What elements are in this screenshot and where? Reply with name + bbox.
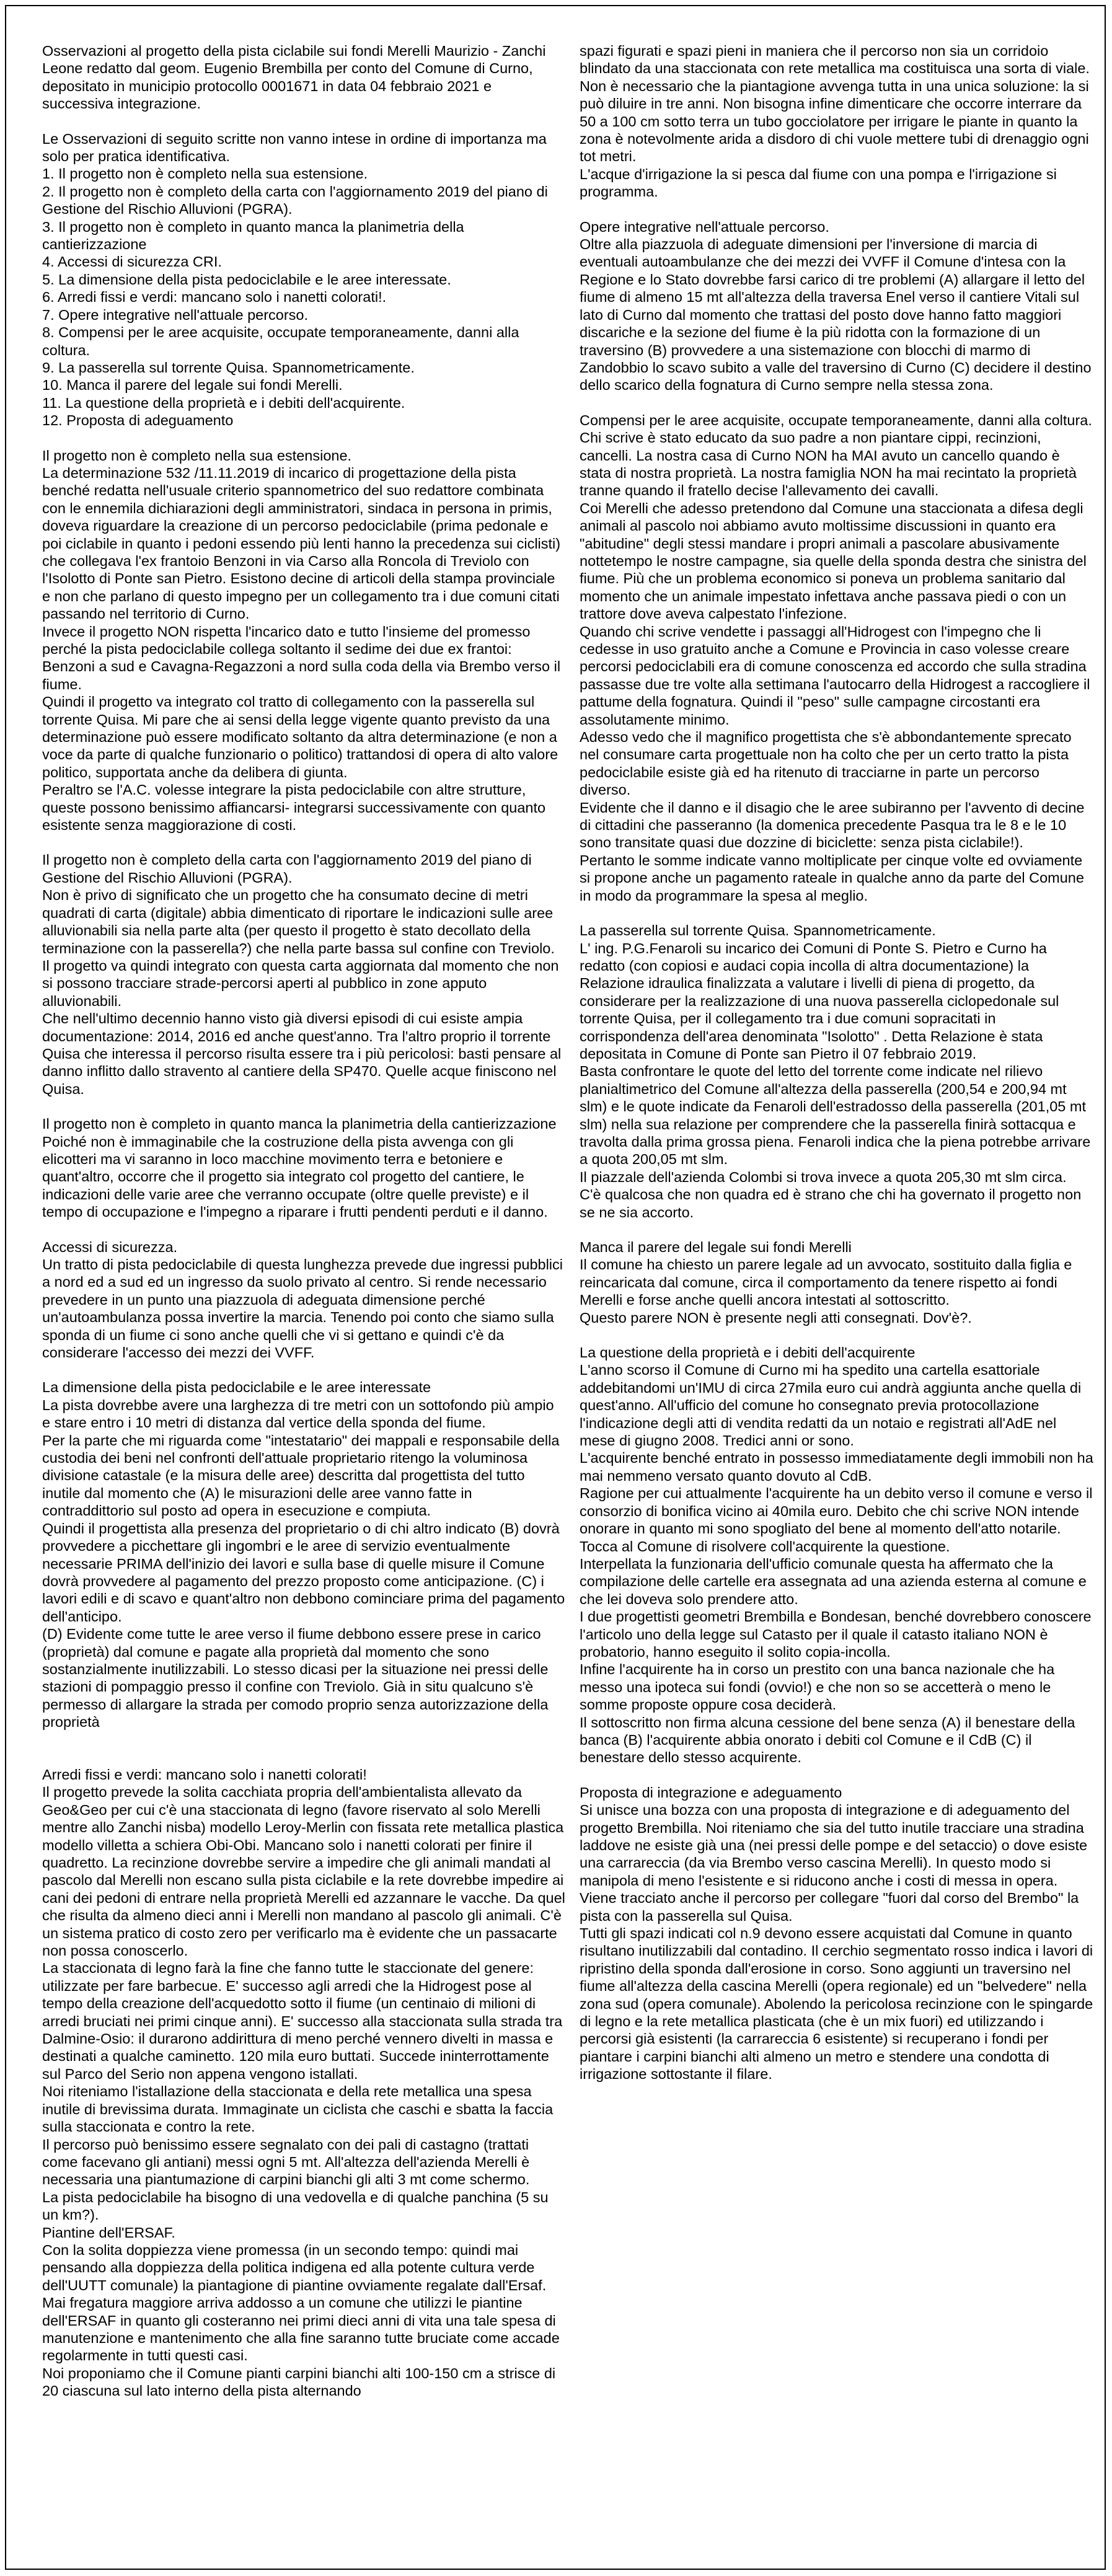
section-pgra-map: Il progetto non è completo della carta con l'aggiornamento 2019 del piano di Gestione del Rischio Alluvioni (PGRA). Non è privo di significato che un progetto che ha consumato decine di metri quadrati di carta (digitale) abbia dimenticato di riportare le indicazioni sulle aree alluvionabili sia nella parte alta (per questo il progetto è stato decollato della terminazione con la passerella?) che nella parte bassa sul confine con Treviolo. Il progetto va quindi integrato con questa carta aggiornata dal momento che non si possono tracciare strade-percorsi aperti al pubblico in zone apputo alluvionabili. Che nell'ultimo decennio hanno visto già diversi episodi di cui esiste ampia documentazione: 2014, 2016 ed anche quest'anno. Tra l'altro proprio il torrente Quisa che interessa il percorso risulta essere tra i più pericolosi: basti pensare al danno inflitto dallo stravento al cantiere della SP470. Quelle acque finiscono nel Quisa. xyxy=(42,852,562,1097)
right-column xyxy=(580,42,1094,2101)
section-property-debts: La questione della proprietà e i debiti dell'acquirente L'anno scorso il Comune di Curno mi ha spedito una cartella esattoriale addebitandomi un'IMU di circa 27mila euro cui andrà aggiunta anche quella di quest'anno. All'ufficio del comune ho consegnato previa protocollazione l'indicazione degli atti di vendita redatti da un notaio e registrati all'AdE nel mese di giugno 2008. Tredici anni or sono. L'acquirente benché entrato in possesso immediatamente degli immobili non ha mai nemmeno versato quanto dovuto al CdB. Ragione per cui attualmente l'acquirente ha un debito verso il comune e verso il consorzio di bonifica vicino ai 40mila euro. Debito che chi scrive NON intende onorare in quanto mi sono spogliato del bene al momento dell'atto notarile. Tocca al Comune di risolvere coll'acquirente la questione. Interpellata la funzionaria dell'ufficio comunale questa ha affermato che la compilazione delle cartelle era assegnata ad una azienda esterna al comune e che lei doveva solo prendere atto. I due progettisti geometri Brembilla e Bondesan, benché dovrebbero conoscere l'articolo uno della legge sul Catasto per il quale il catasto italiano NON è probatorio, hanno eseguito il solito copia-incolla. Infine l'acquirente ha in corso un prestito con una banca nazionale che ha messo una ipoteca sui fondi (ovvio!) e che non so se accetterà o meno le somme proposte oppure cosa deciderà. Il sottoscritto non firma alcuna cessione del bene senza (A) il benestare della banca (B) l'acquirente abbia onorato i debiti col Comune e il CdB (C) il benestare dello stesso acquirente. xyxy=(580,1344,1093,1766)
intro-paragraph: Osservazioni al progetto della pista ciclabile sui fondi Merelli Maurizio - Zanchi Leone redatto dal geom. Eugenio Brembilla per conto del Comune di Curno, depositato in municipio protocollo 0001671 in data 04 febbraio 2021 e successiva integrazione. xyxy=(42,43,546,112)
document-page xyxy=(5,5,1106,2570)
section-proposal: Proposta di integrazione e adeguamento Si unisce una bozza con una proposta di integrazione e di adeguamento del progetto Brembilla. Noi riteniamo che sia del tutto inutile tracciare una stradina laddove ne esiste già una (nei pressi delle pompe e del setaccio) o dove esiste una carrareccia (da via Brembo verso cascina Merelli). In questo modo si manipola di meno l'esistente e si riducono anche i costi di messa in opera. Viene tracciato anche il percorso per collegare "fuori dal corso del Brembo" la pista con la passerella sul Quisa. Tutti gli spazi indicati col n.9 devono essere acquistati dal Comune in quanto risultano inutilizzabili dal contadino. Il cerchio segmentato rosso indica i lavori di ripristino della sponda dall'erosione in corso. Sono aggiunti un traversino nel fiume all'altezza della cascina Merelli (opera regionale) ed un "belvedere" nella zona sud (opera comunale). Abolendo la pericolosa recinzione con le spingarde di legno e la rete metallica plasticata (che è un mix fuori) ed utilizzando i percorsi già esistenti (la carrareccia 6 esistente) si recuperano i fondi per piantare i carpini bianchi alti almeno un metro e stendere una condotta di irrigazione sottostante il filare. xyxy=(580,1784,1093,2083)
section-furnishings: Arredi fissi e verdi: mancano solo i nanetti colorati! Il progetto prevede la solita cacchiata propria dell'ambientalista allevato da Geo&Geo per cui c'è una staccionata di legno (favore riservato al solo Merelli mentre allo Zanchi nisba) modello Leroy-Merlin con fissata rete metallica plastica modello villetta a schiera Obi-Obi. Mancano solo i nanetti colorati per finire il quadretto. La recinzione dovrebbe servire a impedire che gli animali mandati al pascolo dal Merelli non escano sulla pista ciclabile e la rete dovrebbe impedire ai cani dei pedoni di entrare nella proprietà Merelli ed azzannare le vacche. Da quel che risulta da almeno dieci anni i Merelli non mandano al pascolo gli animali. C'è un sistema pratico di costo zero per verificarlo ma è evidente che un passacarte non possa conoscerlo. La staccionata di legno farà la fine che fanno tutte le staccionate del genere: utilizzate per fare barbecue. E' successo agli arredi che la Hidrogest pose al tempo della creazione dell'acquedotto sotto il fiume (un centinaio di milioni di arredi bruciati nei primi cinque anni). E' successo alla staccionata sulla strada tra Dalmine-Osio: il durarono addirittura di meno perché vennero divelti in massa e destinati a qualche caminetto. 120 mila euro buttati. Succede ininterrottamente sul Parco del Serio non appena vengono istallati. Noi riteniamo l'istallazione della staccionata e della rete metallica una spesa inutile di brevissima durata. Immaginate un ciclista che caschi e sbatta la faccia sulla staccionata e contro la rete. Il percorso può benissimo essere segnalato con dei pali di castagno (trattati come facevano gli antiani) messi ogni 5 mt. All'altezza dell'azienda Merelli è necessaria una piantumazione di carpini bianchi gli alti 3 mt come schermo. La pista pedociclabile ha bisogno di una vedovella e di qualche panchina (5 su un km?). Piantine dell'ERSAF. Con la solita doppiezza viene promessa (in un secondo tempo: quindi mai pensando alla doppiezza della politica indigena ed alla potente cultura verde dell'UUTT comunale) la piantagione di piantine ovviamente regalate dall'Ersaf. Mai fregatura maggiore arriva addosso a un comune che utilizzi le piantine dell'ERSAF in quanto gli costeranno nei primi dieci anni di vita una tale spesa di manutenzione e mantenimento che alla fine saranno tutte bruciate come accade regolarmente in tutti questi casi. Noi proponiamo che il Comune pianti carpini bianchi alti 100-150 cm a strisce di 20 ciascuna sul lato interno della pista alternando xyxy=(42,1766,565,2399)
section-extension: Il progetto non è completo nella sua estensione. La determinazione 532 /11.11.2019 di incarico di progettazione della pista benché redatta nell'usuale criterio spannometrico del suo redattore combinata con le ennemila dichiarazioni degli amministratori, sindaca in persona in primis, doveva riguardare la creazione di un percorso pedociclabile (prima pedonale e poi ciclabile in quanto i pedoni essendo più lenti hanno la precedenza sui ciclisti) che collegava l'ex frantoio Benzoni in via Carso alla Roncola di Treviolo con l'Isolotto di Ponte san Pietro. Esistono decine di articoli della stampa provinciale e non che parlano di questo impegno per un collegamento tra i due comuni citati passando nel territorio di Curno. Invece il progetto NON rispetta l'incarico dato e tutto l'insieme del promesso perché la pista pedociclabile collega soltanto il sedime dei due ex frantoi: Benzoni a sud e Cavagna-Regazzoni a nord sulla coda della via Brembo verso il fiume. Quindi il progetto va integrato col tratto di collegamento con la passerella sul torrente Quisa. Mi pare che ai sensi della legge vigente quanto previsto da una determinazione può essere modificato soltanto da altra determinazione (e non a voce da parte di qualche funzionario o politico) trattandosi di opera di alto valore politico, supportata anche da delibera di giunta. Peraltro se l'A.C. volesse integrare la pista pedociclabile con altre strutture, queste possono benissimo affiancarsi- integrarsi successivamente con quanto esistente senza maggiorazione di costi. xyxy=(42,447,561,834)
section-compensation: Compensi per le aree acquisite, occupate temporaneamente, danni alla coltura. Chi scrive è stato educato da suo padre a non piantare cippi, recinzioni, cancelli. La nostra casa di Curno NON ha MAI avuto un cancello quando è stata di nostra proprietà. La nostra famiglia NON ha mai recintato la proprietà tranne quando il fratello decise l'allevamento dei cavalli. Coi Merelli che adesso pretendono dal Comune una staccionata a difesa degli animali al pascolo noi abbiamo avuto moltissime discussioni in quanto era "abitudine" degli stessi mandare i propri animali a pascolare abusivamente nottetempo le nostre campagne, sia quelle della sponda destra che sinistra del fiume. Più che un problema economico si poneva un problema sanitario dal momento che un animale impestato infettava anche passava piedi o con un trattore dove aveva calpestato l'infezione. Quando chi scrive vendette i passaggi all'Hidrogest con l'impegno che li cedesse in uso gratuito anche a Comune e Provincia in caso volesse creare percorsi pedociclabili era di comune conoscenza ed accordo che sulla stradina passasse due tre volte alla settimana l'autocarro della Hidrogest a raccogliere il pattume della fognatura. Quindi il "peso" sulle campagne circostanti era assolutamente minimo. Adesso vedo che il magnifico progettista che s'è abbondantemente sprecato nel consumare carta progettuale non ha colto che per un certo tratto la pista pedociclabile esiste già ed ha ritenuto di tracciarne in parte un percorso diverso. Evidente che il danno e il disagio che le aree subiranno per l'avvento di decine di cittadini che passeranno (la domenica precedente Pasqua tra le 8 e le 10 sono transitate quasi due dozzine di biciclette: senza pista ciclabile!). Pertanto le somme indicate vanno moltiplicate per cinque volte ed ovviamente si propone anche un pagamento rateale in qualche anno da parte del Comune in modo da programmare la spesa al meglio. xyxy=(580,412,1092,904)
section-furnishings-continued: spazi figurati e spazi pieni in maniera che il percorso non sia un corridoio blindato da una staccionata con rete metallica ma costituisca una sorta di viale. Non è necessario che la piantagione avvenga tutta in una unica soluzione: la si può diluire in tre anni. Non bisogna infine dimenticare che occorre interrare da 50 a 100 cm sotto terra un tubo gocciolatore per irrigare le piante in quanto la zona è notevolmente arida a disdoro di chi vuole mettere tubi di drenaggio ogni tot metri. L'acque d'irrigazione la si pesca dal fiume con una pompa e l'irrigazione si programma. xyxy=(580,43,1090,200)
left-column xyxy=(42,42,566,2417)
section-integrative-works: Opere integrative nell'attuale percorso. Oltre alla piazzuola di adeguate dimensioni per l'inversione di marcia di eventuali autoambulanze che dei mezzi dei VVFF il Comune d'intesa con la Regione e lo Stato dovrebbe farsi carico di tre problemi (A) allargare il letto del fiume di almeno 15 mt all'altezza della traversa Enel verso il cantiere Vitali sul lato di Curno dal momento che trattasi del posto dove hanno fatto maggiori discariche e la sezione del fiume è la più ridotta con la formazione di un traversino (B) provvedere a una sistemazione con blocchi di marmo di Zandobbio lo scavo subito a valle del traversino di Curno (C) decidere il destino dello scarico della fognatura di Curno sempre nella stessa zona. xyxy=(580,218,1092,394)
section-quisa-bridge: La passerella sul torrente Quisa. Spannometricamente. L' ing. P.G.Fenaroli su incarico dei Comuni di Ponte S. Pietro e Curno ha redatto (con copiosi e audaci copia incolla di altra documentazione) la Relazione idraulica finalizzata a valutare i livelli di piena di progetto, da considerare per la realizzazione di una nuova passerella ciclopedonale sul torrente Quisa, per il collegamento tra i due comuni sopracitati in corrispondenza dell'area denominata "Isolotto" . Detta Relazione è stata depositata in Comune di Ponte san Pietro il 07 febbraio 2019. Basta confrontare le quote del letto del torrente come indicate nel rilievo planialtimetrico del Comune all'altezza della passerella (200,54 e 200,94 mt slm) e le quote indicate da Fenaroli dell'estradosso della passerella (201,05 mt slm) nella sua relazione per comprendere che la passerella finirà sottacqua e travolta dalla prima grossa piena. Fenaroli indica che la piena potrebbe arrivare a quota 200,05 mt slm. Il piazzale dell'azienda Colombi si trova invece a quota 205,30 mt slm circa. C'è qualcosa che non quadra ed è strano che chi ha governato il progetto non se ne sia accorto. xyxy=(580,922,1091,1220)
observations-list: Le Osservazioni di seguito scritte non vanno intese in ordine di importanza ma solo per pratica identificativa. 1. Il progetto non è completo nella sua estensione. 2. Il progetto non è completo della carta con l'aggiornamento 2019 del piano di Gestione del Rischio Alluvioni (PGRA). 3. Il progetto non è completo in quanto manca la planimetria della cantierizzazione 4. Accessi di sicurezza CRI. 5. La dimensione della pista pedociclabile e le aree interessate. 6. Arredi fissi e verdi: mancano solo i nanetti colorati!. 7. Opere integrative nell'attuale percorso. 8. Compensi per le aree acquisite, occupate temporaneamente, danni alla coltura. 9. La passerella sul torrente Quisa. Spannometricamente. 10. Manca il parere del legale sui fondi Merelli. 11. La questione della proprietà e i debiti dell'acquirente. 12. Proposta di adeguamento xyxy=(42,130,548,429)
section-site-plan: Il progetto non è completo in quanto manca la planimetria della cantierizzazione Poiché non è immaginabile che la costruzione della pista avvenga con gli elicotteri ma vi saranno in loco macchine movimento terra e betoniere e quant'altro, occorre che il progetto sia integrato col progetto del cantiere, le indicazioni delle varie aree che verranno occupate (oltre quelle previste) e il tempo di occupazione e l'impegno a riparare i frutti pendenti perduti e il danno. xyxy=(42,1116,557,1220)
section-safety-access: Accessi di sicurezza. Un tratto di pista pedociclabile di questa lunghezza prevede due ingressi pubblici a nord ed a sud ed un ingresso da suolo privato al centro. Si rende necessario prevedere in un punto una piazzuola di adeguata dimensione perché un'autoambulanza possa invertire la marcia. Tenendo poi conto che siamo sulla sponda di un fiume ci sono anche quelli che vi si gettano e quindi c'è da considerare l'accesso dei mezzi dei VVFF. xyxy=(42,1238,563,1361)
section-path-dimensions: La dimensione della pista pedociclabile e le aree interessate La pista dovrebbe avere una larghezza di tre metri con un sottofondo più ampio e stare entro i 10 metri di distanza dal vertice della sponda del fiume. Per la parte che mi riguarda come "intestatario" dei mappali e responsabile della custodia dei beni nel confronti dell'attuale proprietario ritengo la voluminosa divisione catastale (e la misura delle aree) descritta dal progettista del tutto inutile dal momento che (A) le misurazioni delle aree vanno fatte in contraddittorio sul posto ad opera in esecuzione e compiuta. Quindi il progettista alla presenza del proprietario o di chi altro indicato (B) dovrà provvedere a picchettare gli ingombri e le aree di servizio eventualmente necessarie PRIMA dell'inizio dei lavori e sulla base di quelle misure il Comune dovrà provvedere al pagamento del prezzo proposto come anticipazione. (C) i lavori edili e di scavo e quant'altro non debbono cominciare prima del pagamento dell'anticipo. (D) Evidente come tutte le aree verso il fiume debbono essere prese in carico (proprietà) dal comune e pagate alla proprietà dal momento che sono sostanzialmente inutilizzabili. Lo stesso dicasi per la situazione nei pressi delle stazioni di pompaggio presso il confine con Treviolo. Già in situ qualcuno s'è permesso di allargare la strada per comodo proprio senza autorizzazione della proprietà xyxy=(42,1379,565,1731)
section-legal-opinion: Manca il parere del legale sui fondi Merelli Il comune ha chiesto un parere legale ad un avvocato, sostituito dalla figlia e reincaricata dal comune, circa il comportamento da tenere rispetto ai fondi Merelli e forse anche quelli ancora intestati al sottoscritto. Questo parere NON è presente negli atti consegnati. Dov'è?. xyxy=(580,1239,1072,1326)
